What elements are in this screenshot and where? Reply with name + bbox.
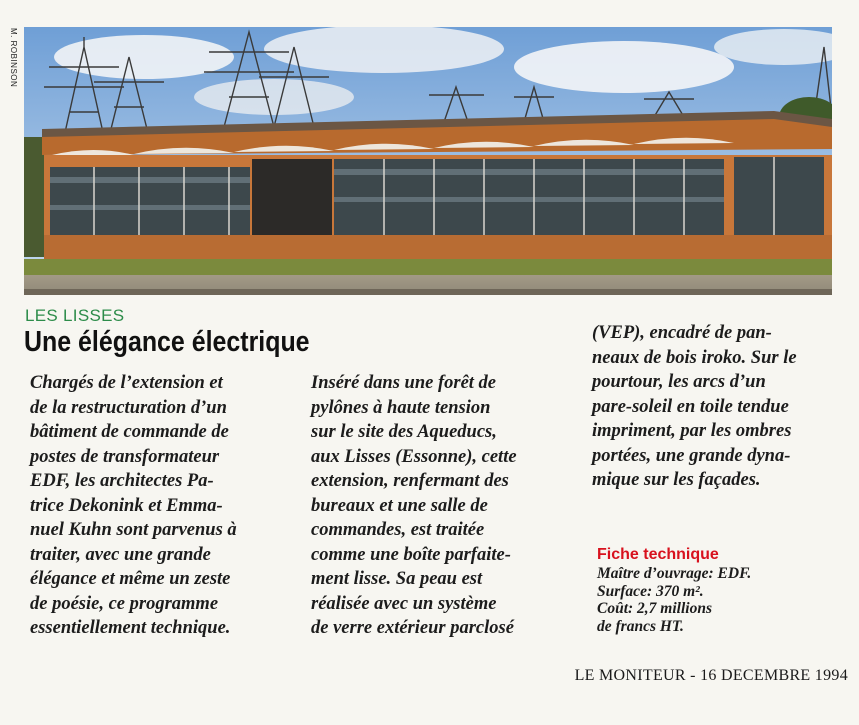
text-line: de la restructuration d’un: [30, 397, 227, 418]
text-line: élégance et même un zeste: [30, 569, 231, 589]
source-line: LE MONITEUR - 16 DECEMBRE 1994: [574, 667, 848, 684]
text-line: de poésie, ce programme: [30, 593, 219, 614]
article-column-2: [311, 371, 579, 641]
text-line: nuel Kuhn sont parvenus à: [30, 520, 237, 540]
text-line: traiter, avec une grande: [30, 544, 211, 565]
text-line: trice Dekonink et Emma-: [30, 495, 223, 516]
text-line: neaux de bois iroko. Sur le: [592, 347, 797, 368]
text-line: impriment, par les ombres: [592, 421, 792, 441]
text-line: pourtour, les arcs d’un: [592, 372, 766, 392]
text-line: (VEP), encadré de pan-: [592, 323, 772, 343]
text-line: comme une boîte parfaite-: [311, 544, 511, 565]
text-line: de verre extérieur parclosé: [311, 618, 514, 638]
text-line: commandes, est traitée: [311, 520, 485, 540]
article-column-1: [30, 371, 295, 641]
text-line: extension, renfermant des: [311, 471, 509, 491]
fiche-line: de francs HT.: [597, 617, 684, 635]
fiche-line: Maître d’ouvrage: EDF.: [597, 565, 752, 582]
text-line: sur le site des Aqueducs,: [311, 422, 497, 442]
text-line: mique sur les façades.: [592, 470, 761, 490]
text-line: EDF, les architectes Pa-: [30, 471, 214, 491]
text-line: portées, une grande dyna-: [592, 445, 791, 466]
text-line: essentiellement technique.: [30, 618, 231, 638]
fiche-title: Fiche technique: [597, 546, 719, 563]
text-line: réalisée avec un système: [311, 593, 497, 614]
text-line: pylônes à haute tension: [311, 397, 491, 418]
text-line: ment lisse. Sa peau est: [311, 569, 483, 589]
text-line: postes de transformateur: [30, 446, 220, 467]
text-line: bâtiment de commande de: [30, 422, 229, 442]
text-line: Inséré dans une forêt de: [311, 373, 497, 393]
text-line: Chargés de l’extension et: [30, 373, 223, 393]
building-photo-illustration: [24, 27, 832, 295]
text-line: bureaux et une salle de: [311, 495, 488, 516]
photo-credit-text: M. ROBINSON: [9, 28, 18, 88]
text-line: aux Lisses (Essonne), cette: [311, 446, 517, 467]
headline: Une élégance électrique: [24, 326, 310, 358]
fiche-line: Surface: 370 m².: [597, 582, 704, 600]
text-line: pare-soleil en toile tendue: [592, 396, 789, 417]
article-column-3: [592, 321, 854, 493]
fiche-line: Coût: 2,7 millions: [597, 600, 712, 617]
fiche-technique: [597, 545, 751, 635]
kicker: LES LISSES: [25, 306, 125, 325]
photo-credit: [4, 28, 20, 138]
building-photo: [24, 27, 832, 295]
